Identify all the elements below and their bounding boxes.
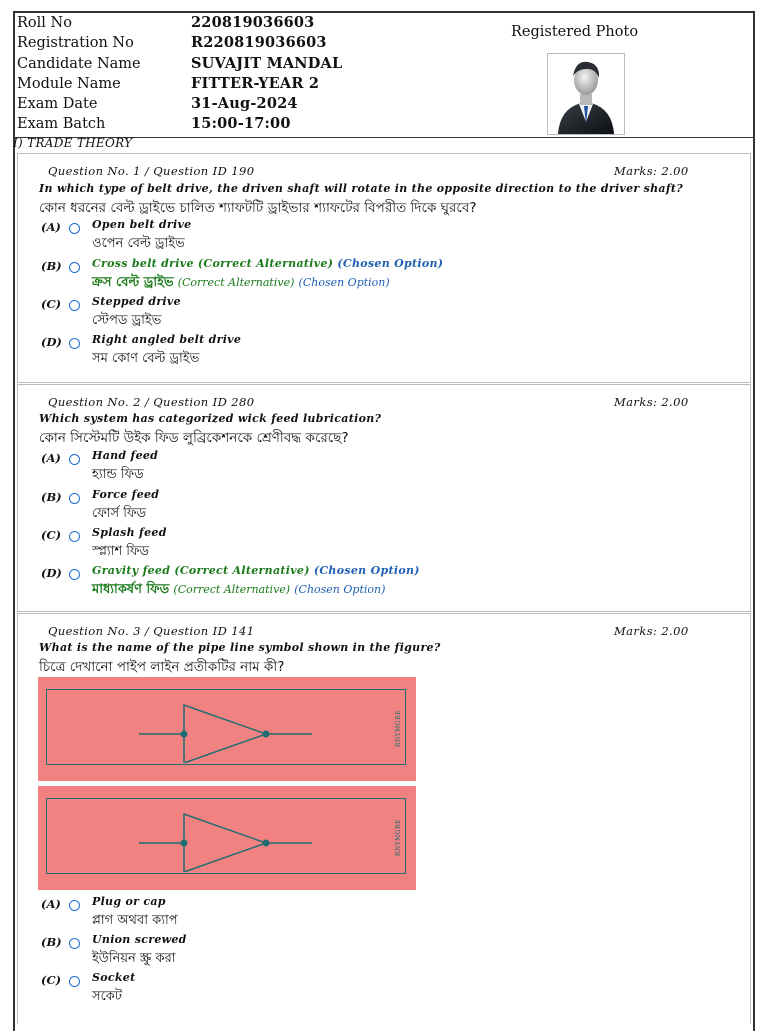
option-text-bengali: ইউনিয়ন স্ক্রু করা — [92, 951, 176, 966]
question-marks: Marks: 2.00 — [614, 395, 689, 409]
info-label: Candidate Name — [17, 56, 141, 72]
question-text-english: Which system has categorized wick feed lubrication? — [39, 412, 382, 425]
option-letter: (D) — [41, 335, 62, 349]
radio-button[interactable] — [69, 262, 80, 273]
option-text-english: Splash feed — [92, 526, 167, 539]
option-text-correct: Gravity feed — [92, 564, 171, 577]
radio-button[interactable] — [69, 338, 80, 349]
option-text-bengali: সকেট — [92, 989, 122, 1004]
question-card-1 — [17, 153, 751, 383]
option-letter: (C) — [41, 528, 62, 542]
info-value: 31-Aug-2024 — [191, 95, 298, 112]
option-c[interactable] — [39, 528, 739, 562]
figure-frame — [46, 689, 406, 765]
option-d[interactable] — [39, 566, 739, 600]
option-letter: (C) — [41, 297, 62, 311]
option-letter: (B) — [41, 935, 62, 949]
radio-button[interactable] — [69, 531, 80, 542]
info-value: R220819036603 — [191, 34, 327, 51]
option-letter: (C) — [41, 973, 62, 987]
option-text-english: Force feed — [92, 488, 160, 501]
option-b[interactable] — [39, 490, 739, 524]
option-text-bengali: স্প্ল্যাশ ফিড — [92, 544, 150, 559]
radio-button[interactable] — [69, 223, 80, 234]
candidate-photo — [547, 53, 625, 135]
option-text-bengali: স্টেপড ড্রাইভ — [92, 313, 162, 328]
info-label: Exam Batch — [17, 116, 106, 132]
section-title: I) TRADE THEORY — [13, 136, 133, 150]
chosen-option-tag: (Chosen Option) — [337, 257, 444, 270]
option-text-bengali: ওপেন বেল্ট ড্রাইভ — [92, 236, 185, 251]
option-a[interactable] — [39, 897, 739, 931]
option-text-english: Socket — [92, 971, 136, 984]
question-text-english: What is the name of the pipe line symbol shown in the figure? — [39, 641, 441, 654]
option-d[interactable] — [39, 335, 739, 369]
option-text-bengali: সম কোণ বেল্ট ড্রাইভ — [92, 351, 200, 366]
option-bengali-correct: মাধ্যাকর্ষণ ফিড — [92, 582, 170, 597]
question-text-bengali: চিত্রে দেখানো পাইপ লাইন প্রতীকটির নাম কী? — [39, 659, 285, 675]
radio-button[interactable] — [69, 900, 80, 911]
option-text-bengali — [92, 580, 385, 601]
info-value: 220819036603 — [191, 14, 315, 31]
info-label: Exam Date — [17, 96, 98, 112]
option-b[interactable] — [39, 259, 739, 293]
option-letter: (D) — [41, 566, 62, 580]
question-text-bengali: কোন ধরনের বেল্ট ড্রাইভে চালিত শ্যাফটটি ড্রাইভার শ্যাফটের বিপরীত দিকে ঘুরবে? — [39, 200, 477, 216]
radio-button[interactable] — [69, 976, 80, 987]
question-heading: Question No. 1 / Question ID 190 — [48, 164, 255, 178]
correct-alternative-tag: (Correct Alternative) — [174, 564, 310, 577]
question-heading: Question No. 3 / Question ID 141 — [48, 624, 255, 638]
option-text-bengali: প্লাগ অথবা ক্যাপ — [92, 913, 178, 928]
question-marks: Marks: 2.00 — [614, 624, 689, 638]
info-label: Registration No — [17, 35, 134, 51]
option-letter: (B) — [41, 490, 62, 504]
option-text-english: Union screwed — [92, 933, 187, 946]
option-text-correct: Cross belt drive — [92, 257, 194, 270]
option-b[interactable] — [39, 935, 739, 969]
union-screwed-symbol-icon — [47, 799, 404, 872]
chosen-option-tag: (Chosen Option) — [294, 583, 386, 596]
radio-button[interactable] — [69, 454, 80, 465]
info-label: Module Name — [17, 76, 121, 92]
pipe-symbol-figure — [38, 677, 416, 781]
option-text-english — [92, 564, 420, 577]
question-text-english: In which type of belt drive, the driven shaft will rotate in the opposite direction to the driver shaft? — [39, 182, 684, 195]
option-text-english: Stepped drive — [92, 295, 181, 308]
option-text-english: Open belt drive — [92, 218, 192, 231]
option-text-bengali: ফোর্স ফিড — [92, 506, 147, 521]
radio-button[interactable] — [69, 569, 80, 580]
union-screwed-symbol-icon — [47, 690, 404, 763]
radio-button[interactable] — [69, 938, 80, 949]
option-text-english: Plug or cap — [92, 895, 166, 908]
info-value: SUVAJIT MANDAL — [191, 55, 343, 72]
option-letter: (A) — [41, 220, 61, 234]
option-text-english: Right angled belt drive — [92, 333, 242, 346]
radio-button[interactable] — [69, 300, 80, 311]
option-c[interactable] — [39, 973, 739, 1007]
radio-button[interactable] — [69, 493, 80, 504]
pipe-symbol-figure — [38, 786, 416, 890]
option-a[interactable] — [39, 220, 739, 254]
option-a[interactable] — [39, 451, 739, 485]
info-value: FITTER-YEAR 2 — [191, 75, 320, 92]
chosen-option-tag: (Chosen Option) — [298, 276, 390, 289]
correct-alternative-tag: (Correct Alternative) — [197, 257, 334, 270]
info-label: Roll No — [17, 15, 72, 31]
correct-alternative-tag: (Correct Alternative) — [177, 276, 295, 289]
option-c[interactable] — [39, 297, 739, 331]
option-text-english — [92, 257, 443, 270]
question-heading: Question No. 2 / Question ID 280 — [48, 395, 255, 409]
info-value: 15:00-17:00 — [191, 115, 291, 132]
figure-frame — [46, 798, 406, 874]
question-marks: Marks: 2.00 — [614, 164, 689, 178]
candidate-info-header — [15, 12, 755, 138]
figure-watermark: RNYMGRE — [395, 710, 402, 748]
question-card-2 — [17, 384, 751, 612]
option-text-bengali — [92, 273, 390, 294]
correct-alternative-tag: (Correct Alternative) — [173, 583, 291, 596]
option-letter: (A) — [41, 897, 61, 911]
option-bengali-correct: ক্রস বেল্ট ড্রাইভ — [92, 275, 174, 290]
option-letter: (A) — [41, 451, 61, 465]
photo-caption: Registered Photo — [511, 24, 639, 40]
option-text-english: Hand feed — [92, 449, 159, 462]
avatar-icon — [548, 54, 624, 134]
figure-watermark: RNYMGRE — [395, 819, 402, 857]
chosen-option-tag: (Chosen Option) — [313, 564, 420, 577]
question-text-bengali: কোন সিস্টেমটি উইক ফিড লুব্রিকেশনকে শ্রেণীবদ্ধ করেছে? — [39, 430, 349, 446]
option-text-bengali: হ্যান্ড ফিড — [92, 467, 144, 482]
option-letter: (B) — [41, 259, 62, 273]
